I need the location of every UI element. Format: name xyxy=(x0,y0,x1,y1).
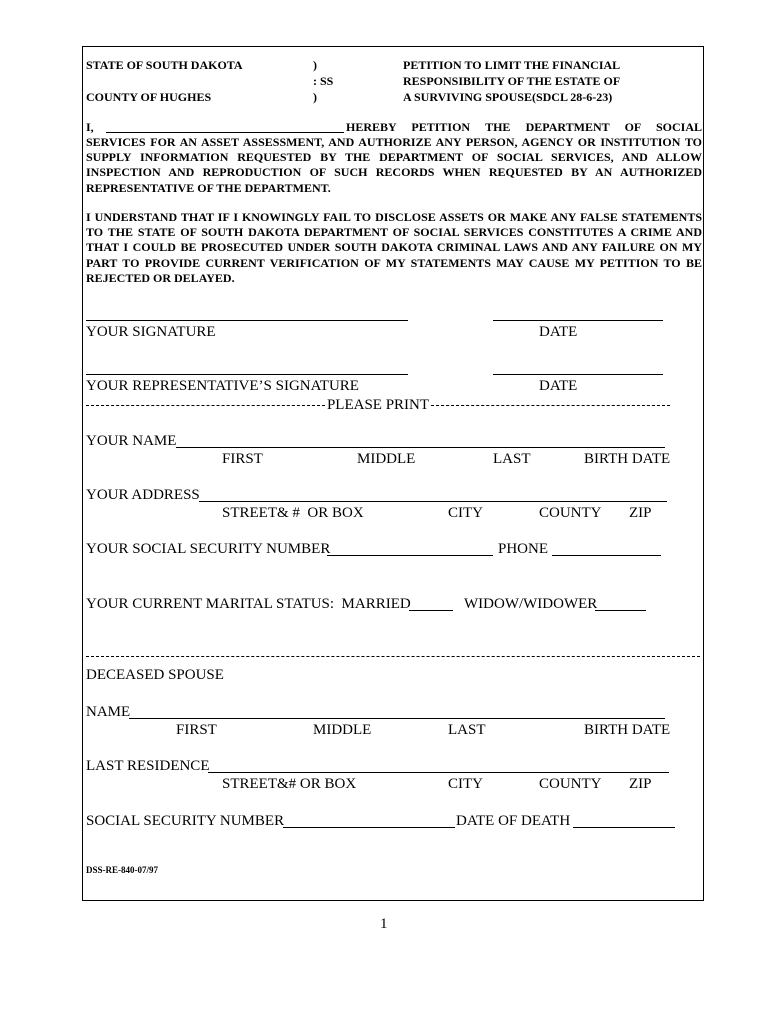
residence-zip-caption: ZIP xyxy=(629,776,652,792)
name-last-caption: LAST xyxy=(493,451,531,467)
please-print-divider xyxy=(86,396,670,414)
petition-prefix: I, xyxy=(86,120,94,134)
last-residence-input[interactable] xyxy=(208,772,669,773)
phone-label: PHONE xyxy=(498,541,549,557)
name-birth-date-caption: BIRTH DATE xyxy=(584,451,671,467)
widow-input[interactable] xyxy=(595,610,646,611)
your-address-input[interactable] xyxy=(199,501,667,502)
your-ssn-label: YOUR SOCIAL SECURITY NUMBER xyxy=(86,541,331,557)
petitioner-name-line[interactable] xyxy=(106,132,344,133)
signature-line[interactable] xyxy=(86,320,408,321)
petition-title-line-2: RESPONSIBILITY OF THE ESTATE OF xyxy=(403,74,621,88)
spouse-birth-date-caption: BIRTH DATE xyxy=(584,722,671,738)
petition-title-line-3: A SURVIVING SPOUSE(SDCL 28-6-23) xyxy=(403,90,613,104)
phone-input[interactable] xyxy=(552,555,661,556)
rep-date-line[interactable] xyxy=(493,374,663,375)
petition-title-line-1: PETITION TO LIMIT THE FINANCIAL xyxy=(403,58,621,72)
address-street-caption: STREET& # OR BOX xyxy=(222,505,364,521)
widow-label: WIDOW/WIDOWER xyxy=(464,596,598,612)
state-label: STATE OF SOUTH DAKOTA xyxy=(86,58,243,72)
rep-signature-label: YOUR REPRESENTATIVE’S SIGNATURE xyxy=(86,378,359,394)
caption-paren-bottom: ) xyxy=(313,90,317,104)
address-county-caption: COUNTY xyxy=(539,505,602,521)
address-zip-caption: ZIP xyxy=(629,505,652,521)
page-number: 1 xyxy=(380,916,388,932)
caption-paren-top: ) xyxy=(313,58,317,72)
date-of-death-label: DATE OF DEATH xyxy=(456,813,571,829)
divider-dashes-left xyxy=(86,405,325,406)
spouse-first-caption: FIRST xyxy=(176,722,217,738)
spouse-last-caption: LAST xyxy=(448,722,486,738)
form-code: DSS-RE-840-07/97 xyxy=(86,865,159,875)
rep-date-label: DATE xyxy=(539,378,578,394)
signature-date-line[interactable] xyxy=(493,320,663,321)
married-input[interactable] xyxy=(409,610,453,611)
name-middle-caption: MIDDLE xyxy=(357,451,416,467)
address-city-caption: CITY xyxy=(448,505,483,521)
caption-ss: : SS xyxy=(313,74,334,88)
residence-county-caption: COUNTY xyxy=(539,776,602,792)
deceased-spouse-heading: DECEASED SPOUSE xyxy=(86,667,224,683)
marital-status-label: YOUR CURRENT MARITAL STATUS: MARRIED xyxy=(86,596,411,612)
petition-text-first: HEREBY PETITION THE DEPARTMENT OF SOCIAL xyxy=(346,120,702,134)
spouse-name-label: NAME xyxy=(86,704,131,720)
residence-street-caption: STREET&# OR BOX xyxy=(222,776,357,792)
spouse-name-input[interactable] xyxy=(129,718,665,719)
spouse-ssn-label: SOCIAL SECURITY NUMBER xyxy=(86,813,285,829)
spouse-ssn-input[interactable] xyxy=(283,827,455,828)
spouse-middle-caption: MIDDLE xyxy=(313,722,372,738)
your-name-label: YOUR NAME xyxy=(86,433,177,449)
last-residence-label: LAST RESIDENCE xyxy=(86,758,210,774)
date-of-death-input[interactable] xyxy=(573,827,675,828)
signature-date-label: DATE xyxy=(539,324,578,340)
understanding-text: I UNDERSTAND THAT IF I KNOWINGLY FAIL TO DISCLOSE ASSETS OR MAKE ANY FALSE STATEMENTS TO THE STATE OF SOUTH DAKOTA DEPARTMENT OF SOCIAL SERVICES CONSTITUTES A CRIME AND THAT I COULD BE PROSECUTED UNDER SOUTH DAKOTA CRIMINAL LAWS AND ANY FAILURE ON MY PART TO PROVIDE CURRENT VERIFICATION OF MY STATEMENTS MAY CAUSE MY PETITION TO BE REJECTED OR DELAYED. xyxy=(86,210,702,285)
petition-text: SERVICES FOR AN ASSET ASSESSMENT, AND AUTHORIZE ANY PERSON, AGENCY OR INSTITUTION TO SUPPLY INFORMATION REQUESTED BY THE DEPARTMENT OF SOCIAL SERVICES, AND ALLOW INSPECTION AND REPRODUCTION OF SUCH RECORDS WHEN REQUESTED BY AN AUTHORIZED REPRESENTATIVE OF THE DEPARTMENT. xyxy=(86,135,702,195)
name-first-caption: FIRST xyxy=(222,451,263,467)
your-ssn-input[interactable] xyxy=(327,555,493,556)
your-address-label: YOUR ADDRESS xyxy=(86,487,200,503)
please-print-label: PLEASE PRINT xyxy=(326,397,430,413)
section-divider xyxy=(86,656,700,657)
divider-dashes-right xyxy=(431,405,670,406)
county-label: COUNTY OF HUGHES xyxy=(86,90,212,104)
rep-signature-line[interactable] xyxy=(86,374,408,375)
your-signature-label: YOUR SIGNATURE xyxy=(86,324,216,340)
residence-city-caption: CITY xyxy=(448,776,483,792)
your-name-input[interactable] xyxy=(176,447,665,448)
